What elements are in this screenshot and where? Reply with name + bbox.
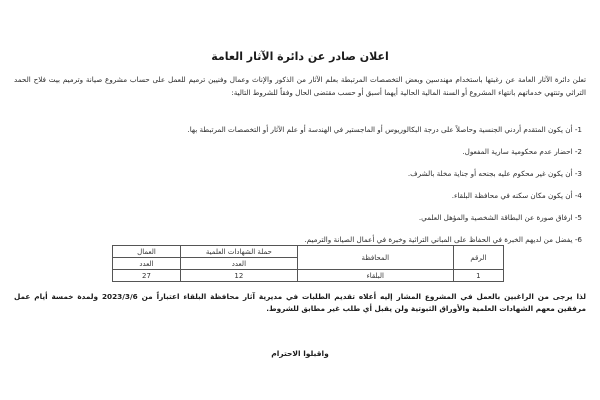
signoff: واقبلوا الاحترام	[271, 349, 329, 358]
condition-item: 6- يفضل من لديهم الخبرة في الحفاظ على المباني التراثية وخبرة في أعمال الصيانة والترميم.	[304, 235, 582, 244]
intro-paragraph: تعلن دائرة الآثار العامة عن رغبتها باستخدام مهندسين وبعض التخصصات المرتبطة بعلم الآثار من الذكور والإناث وعمال وفنيين ترميم للعمل على حساب مشروع صيانة وترميم بيت فلاح الحمد التراثي وتنتهي خدماتهم بانتهاء المشروع أو السنة المالية الحالية أيهما أسبق أو حسب مقتضى الحال وفقاً للشروط التالية:	[14, 75, 586, 97]
condition-item: 5- ارفاق صورة عن البطاقة الشخصية والمؤهل العلمي.	[418, 213, 582, 222]
header-workers: العمال	[113, 246, 181, 258]
closing-paragraph: لذا يرجى من الراغبين بالعمل في المشروع المشار إليه أعلاه تقديم الطلبات في مديرية آثار محافظة البلقاء اعتباراً من 2023/3/6 ولمدة خمسة أيام عمل مرفقين معهم الشهادات العلمية والأوراق الثبوتية ولن يقبل أي طلب غير مطابق للشروط.	[14, 292, 586, 313]
cell-worker-count: 27	[113, 270, 181, 282]
condition-item: 3- أن يكون غير محكوم عليه بجنحه أو جناية مخلة بالشرف.	[407, 169, 582, 178]
conditions-list	[22, 123, 582, 255]
header-governorate: المحافظة	[297, 246, 453, 270]
header-worker-count: العدد	[113, 258, 181, 270]
condition-item: 2- احضار عدم محكومية سارية المفعول.	[462, 147, 582, 156]
table-row	[113, 270, 504, 282]
condition-item: 4- أن يكون مكان سكنه في محافظة البلقاء.	[451, 191, 582, 200]
announcement-title: اعلان صادر عن دائرة الآثار العامة	[211, 50, 389, 63]
cell-degree-count: 12	[180, 270, 297, 282]
header-degree-holders: حملة الشهادات العلمية	[180, 246, 297, 258]
condition-item: 1- أن يكون المتقدم أردني الجنسية وحاصلاً على درجة البكالوريوس أو الماجستير في الهندسة أو علم الآثار أو التخصصات المرتبطة بها.	[187, 125, 582, 134]
cell-number: 1	[453, 270, 503, 282]
positions-table	[112, 245, 504, 282]
cell-governorate: البلقاء	[297, 270, 453, 282]
table-header-row	[113, 246, 504, 258]
header-degree-count: العدد	[180, 258, 297, 270]
header-number: الرقم	[453, 246, 503, 270]
